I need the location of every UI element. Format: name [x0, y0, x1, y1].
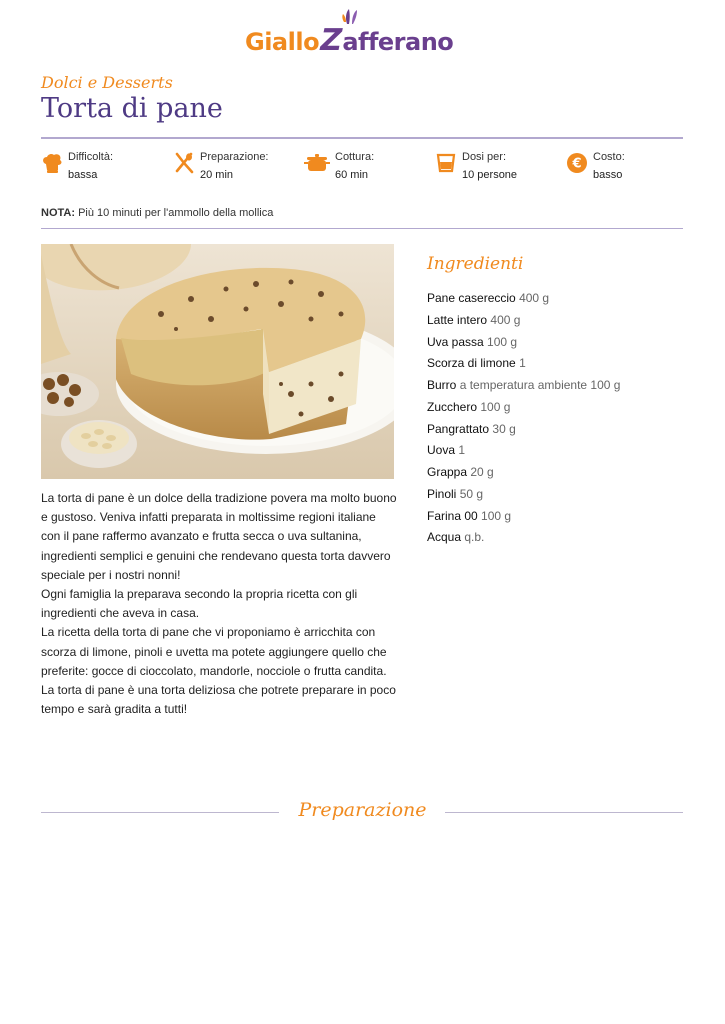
ingredient-qty: 100 g [480, 399, 511, 414]
ingredient-name[interactable]: Pane casereccio [427, 291, 516, 305]
ingredient-name[interactable]: Uva passa [427, 334, 484, 349]
ingredient-name[interactable]: Pangrattato [427, 421, 490, 436]
info-divider [41, 228, 683, 229]
ingredient-item [427, 421, 620, 443]
ingredient-item [427, 399, 620, 421]
recipe-note [41, 207, 273, 219]
ingredient-name[interactable]: Scorza di limone [427, 356, 516, 371]
ingredient-qty: 30 g [492, 421, 516, 436]
ingredient-name[interactable]: Zucchero [427, 399, 478, 414]
ingredient-qty: 400 g [519, 291, 550, 305]
info-value: basso [593, 169, 623, 181]
ingredient-item [427, 508, 620, 530]
ingredient-name[interactable]: Uova [427, 443, 456, 458]
glass-icon [435, 152, 457, 174]
info-value: 20 min [200, 169, 234, 181]
preparation-divider-right [445, 812, 683, 813]
recipe-title: Torta di pane [41, 93, 223, 124]
recipe-description [41, 489, 397, 719]
bread-cake-illustration [41, 244, 394, 479]
description-paragraph: La torta di pane è un dolce della tradizione povera ma molto buono e gustoso. Veniva infatti preparata in moltissime regioni italiane con il pane raffermo avanzato e frutta secca o uva sultanina, ingredienti semplici e genuini che rendevano questa torta davvero speciale per i nostri nonni! [41, 491, 397, 582]
recipe-photo [41, 244, 394, 479]
ingredient-qty: 1 [519, 356, 526, 371]
ingredient-item [427, 442, 620, 464]
ingredient-name[interactable]: Burro [427, 378, 457, 392]
description-paragraph: La torta di pane è una torta deliziosa che potrete preparare in poco tempo e sarà gradita a tutti! [41, 683, 396, 717]
pot-icon [304, 152, 330, 174]
ingredient-name[interactable]: Farina 00 [427, 508, 478, 523]
utensils-icon [173, 152, 195, 174]
ingredients-list [427, 290, 620, 551]
ingredient-item [427, 290, 620, 312]
ingredient-item [427, 377, 620, 399]
ingredient-qty: a temperatura ambiente 100 g [459, 378, 621, 392]
info-label: Dosi per: [462, 151, 507, 163]
ingredient-qty: 20 g [470, 465, 494, 479]
ingredient-name[interactable]: Pinoli [427, 486, 457, 501]
ingredient-qty: 400 g [490, 312, 521, 327]
ingredient-qty: q.b. [464, 530, 485, 545]
note-label: NOTA: [41, 207, 76, 219]
ingredients-title: Ingredienti [427, 254, 524, 274]
ingredient-item [427, 464, 620, 486]
ingredient-qty: 100 g [481, 508, 512, 523]
ingredient-qty: 100 g [487, 334, 518, 349]
ingredient-name[interactable]: Latte intero [427, 312, 488, 327]
euro-icon [566, 152, 588, 174]
ingredient-item [427, 529, 620, 551]
ingredient-item [427, 355, 620, 377]
info-value: 10 persone [462, 169, 518, 181]
recipe-category[interactable]: Dolci e Desserts [41, 73, 173, 92]
info-label: Costo: [593, 151, 625, 163]
info-label: Difficoltà: [68, 151, 114, 163]
description-paragraph: Ogni famiglia la preparava secondo la propria ricetta con gli ingredienti che aveva in casa. [41, 587, 358, 621]
svg-text:€: € [572, 156, 582, 172]
ingredient-qty: 1 [458, 443, 466, 458]
chef-hat-icon [41, 152, 63, 174]
ingredient-name[interactable]: Acqua [427, 530, 462, 545]
note-text: Più 10 minuti per l'ammollo della mollica [78, 207, 274, 219]
logo-text-giallo: Giallo [245, 28, 320, 56]
ingredient-qty: 50 g [459, 486, 484, 501]
info-value: bassa [68, 169, 98, 181]
ingredient-item [427, 334, 620, 356]
ingredient-name[interactable]: Grappa [427, 465, 468, 479]
title-divider [41, 137, 683, 139]
ingredient-item [427, 312, 620, 334]
info-label: Preparazione: [200, 151, 269, 163]
giallozafferano-logo [245, 8, 481, 56]
logo-letter-z: Z [316, 23, 346, 58]
info-label: Cottura: [335, 151, 375, 163]
ingredient-item [427, 486, 620, 508]
info-value: 60 min [335, 169, 369, 181]
preparation-title: Preparazione [298, 799, 427, 821]
logo-text-afferano: afferano [342, 28, 454, 56]
description-paragraph: La ricetta della torta di pane che vi proponiamo è arricchita con scorza di limone, pinoli e uvetta ma potete aggiungere quello che preferite: gocce di cioccolato, mandorle, nocciole o frutta candita. [41, 625, 387, 678]
